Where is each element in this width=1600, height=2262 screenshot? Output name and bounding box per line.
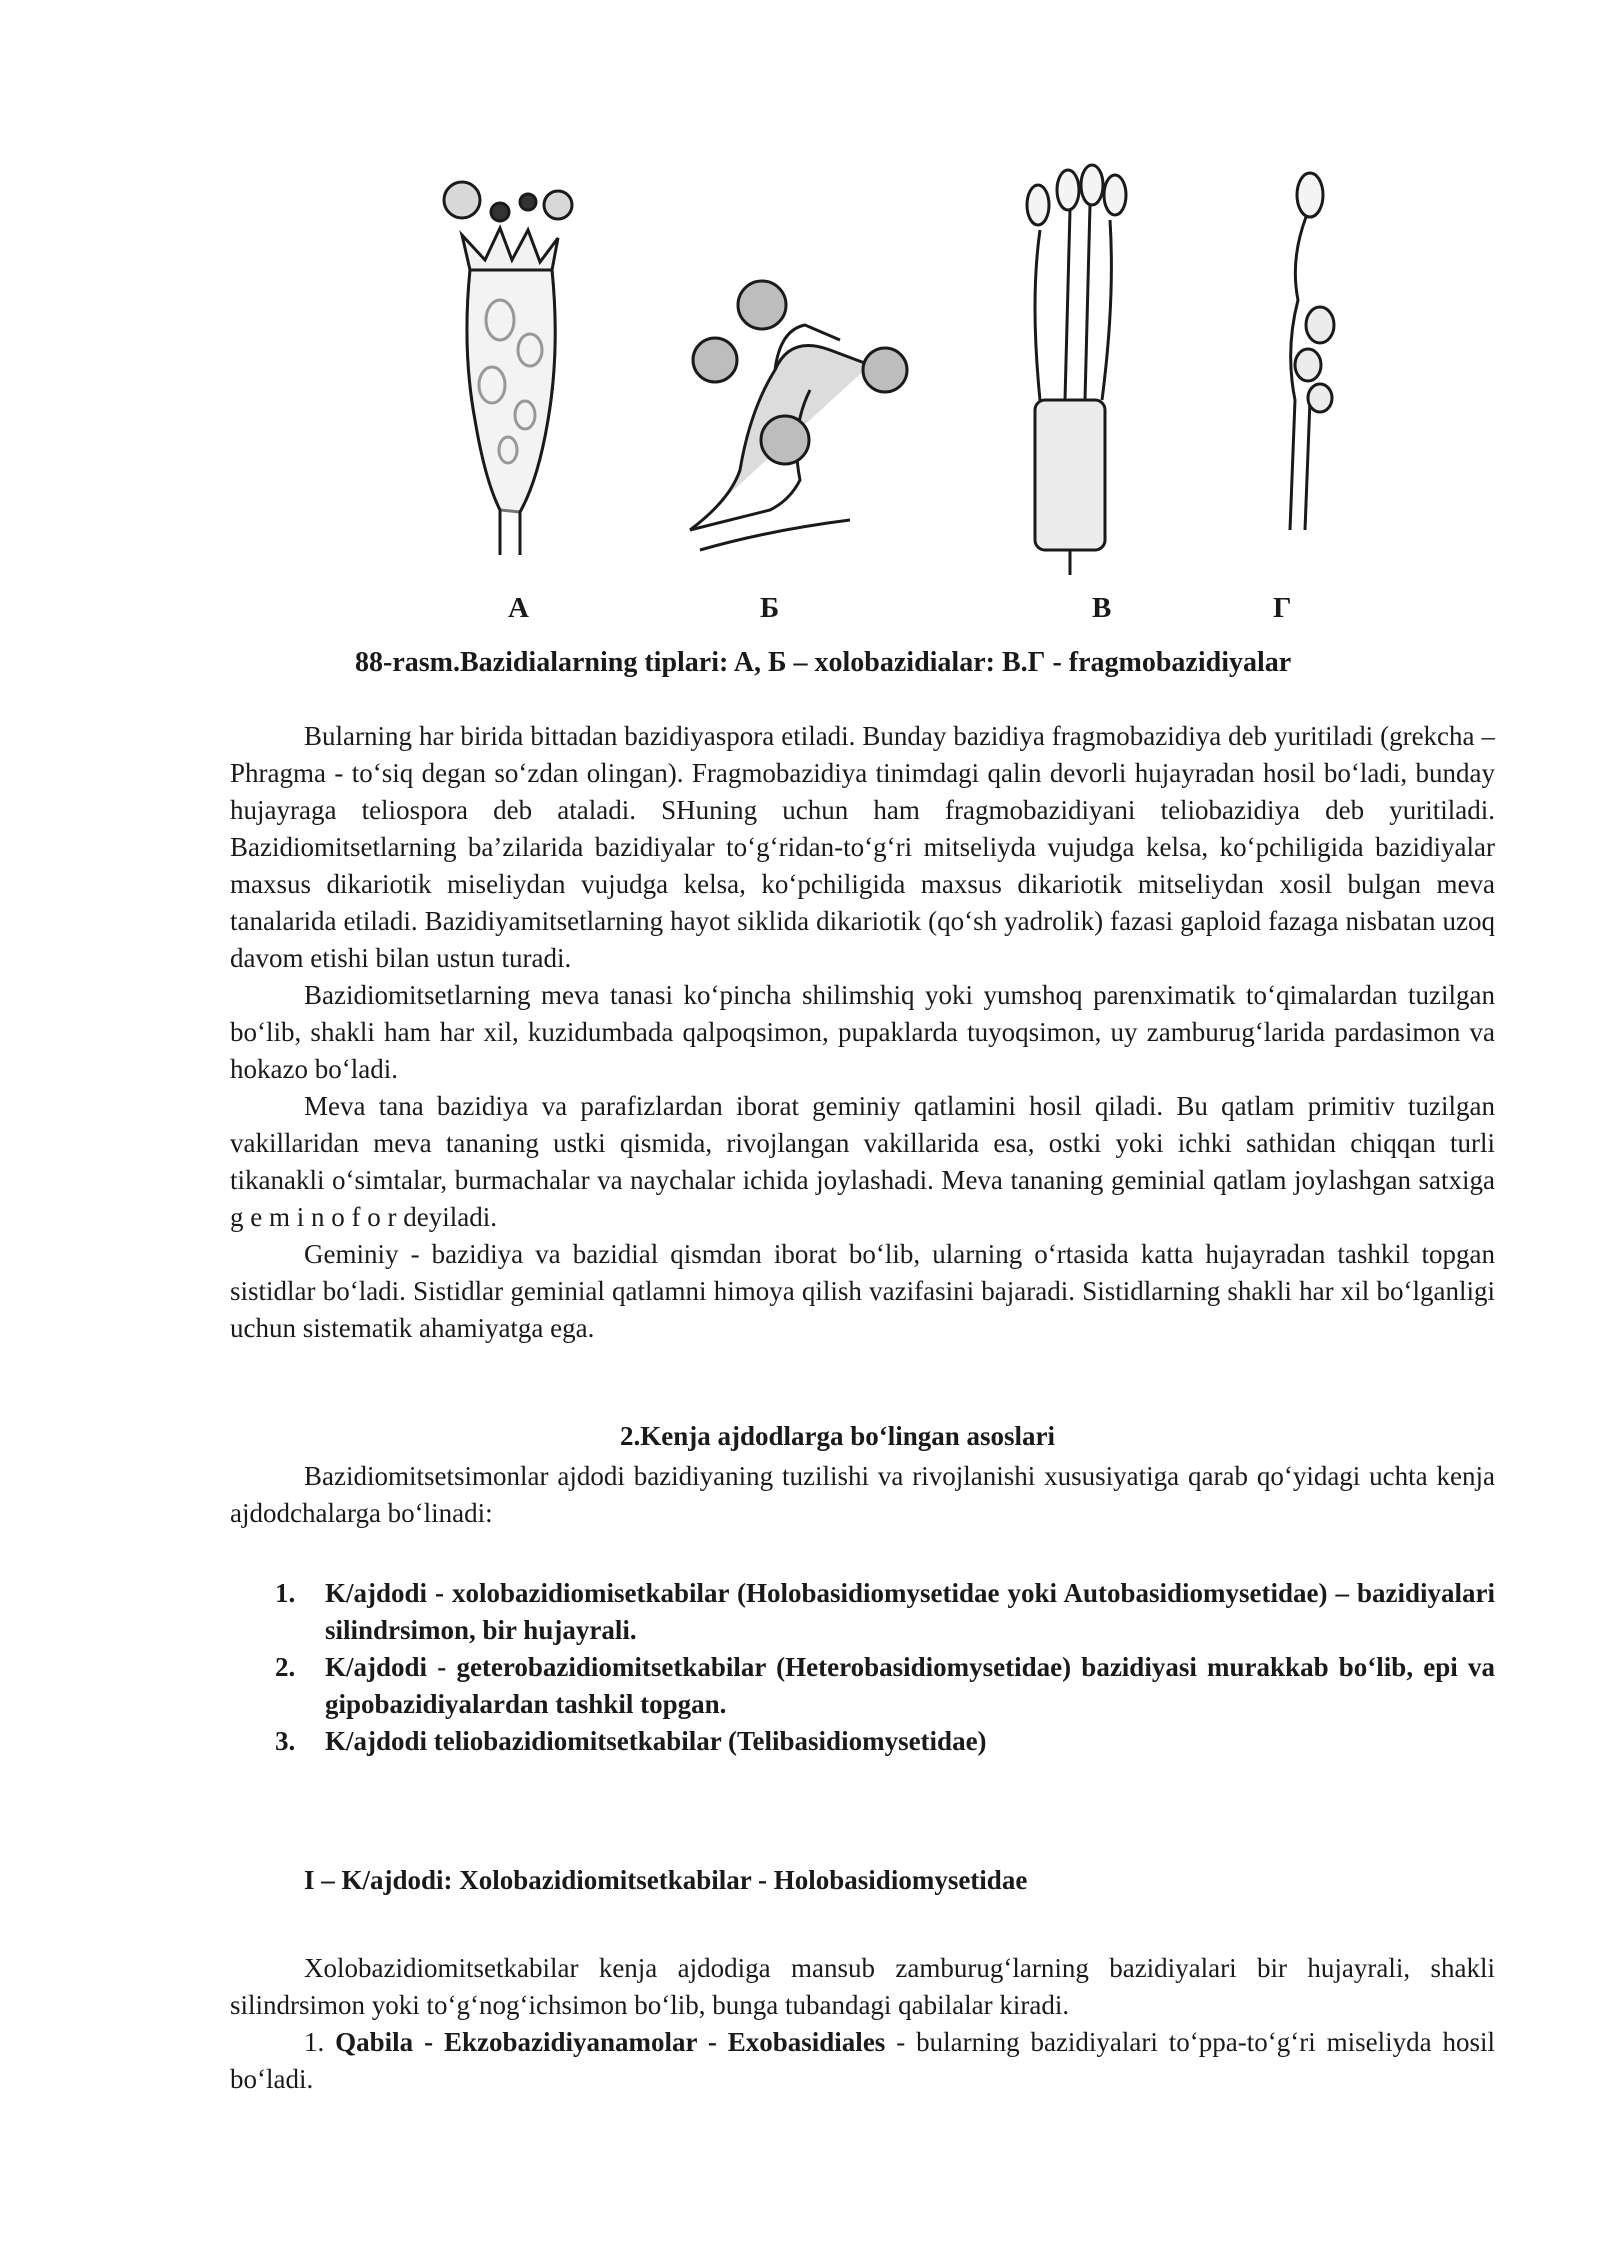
subclass-heading: I – K/ajdodi: Xolobazidiomitsetkabilar - Holobasidiomysetidae: [304, 1865, 1028, 1895]
figure-caption: 88-rasm.Bazidialarning tiplari: A, Б – xolobazidialar: B.Г - fragmobazidiyalar: [355, 647, 1292, 678]
figure-label-v: В: [1092, 592, 1112, 624]
basidium-v-drawing: [1027, 165, 1126, 575]
paragraph: Meva tana bazidiya va parafizlardan iborat geminiy qatlamini hosil qiladi. Bu qatlam primitiv tuzilgan vakillaridan meva tananing ustki qismida, rivojlangan vakillarida esa, ostki yoki ichki sathidan chiqqan turli tikanakli o‘simtalar, burmachalar va naychalar ichida joylashadi. Meva tananing geminial qatlam joylashgan satxiga g e m i n o f o r deyiladi.: [230, 1091, 1495, 1232]
figure-label-a: А: [508, 592, 529, 624]
list-text: K/ajdodi teliobazidiomitsetkabilar (Telibasidiomysetidae): [325, 1726, 987, 1756]
list-number: 3.: [275, 1726, 296, 1756]
figure-label-g: Г: [1273, 592, 1292, 624]
section-heading: 2.Kenja ajdodlarga bo‘lingan asoslari: [620, 1421, 1056, 1451]
list-text: K/ajdodi - geterobazidiomitsetkabilar (Heterobasidiomysetidae) bazidiyasi murakkab bo‘lib, epi va gipobazidiyalardan tashkil topgan.: [325, 1652, 1495, 1719]
paragraph: Geminiy - bazidiya va bazidial qismdan iborat bo‘lib, ularning o‘rtasida katta hujayradan tashkil topgan sistidlar bo‘ladi. Sistidlar geminial qatlamni himoya qilish vazifasini bajaradi. Sistidlarning shakli har xil bo‘lganligi uchun sistematik ahamiyatga ega.: [230, 1239, 1495, 1343]
list-item: [275, 1723, 1495, 1760]
figure-label-b: Б: [760, 592, 780, 624]
order-number: 1.: [304, 2027, 336, 2057]
list-item: [275, 1649, 1495, 1723]
subclass-description: [230, 1950, 1495, 2098]
paragraph: Bularning har birida bittadan bazidiyaspora etiladi. Bunday bazidiya fragmobazidiya deb yuritiladi (grekcha – Phragma - to‘siq degan so‘zdan olingan). Fragmobazidiya tinimdagi qalin devorli hujayradan hosil bo‘ladi, bunday hujayraga teliospora deb ataladi. SHuning uchun ham fragmobazidiyani teliobazidiya deb yuritiladi. Bazidiomitsetlarning ba’zilarida bazidiyalar to‘g‘ridan-to‘g‘ri mitseliyda vujudga kelsa, ko‘pchiligida bazidiyalar maxsus dikariotik miseliydan vujudga kelsa, ko‘pchiligida maxsus dikariotik mitseliydan xosil bulgan meva tanalarida etiladi. Bazidiyamitsetlarning hayot siklida dikariotik (qo‘sh yadrolik) fazasi gaploid fazaga nisbatan uzoq davom etishi bilan ustun turadi.: [230, 721, 1495, 973]
body-text: [230, 718, 1495, 1347]
order-name: Qabila - Ekzobazidiyanamolar - Exobasidiales: [335, 2027, 886, 2057]
section-intro: [230, 1458, 1495, 1532]
order-paragraph: [230, 2024, 1495, 2098]
paragraph: Bazidiomitsetsimonlar ajdodi bazidiyaning tuzilishi va rivojlanishi xususiyatiga qarab qo‘yidagi uchta kenja ajdodchalarga bo‘linadi:: [230, 1461, 1495, 1528]
basidium-g-drawing: [1290, 173, 1334, 530]
basidium-a-drawing: [444, 182, 572, 555]
paragraph: Xolobazidiomitsetkabilar kenja ajdodiga mansub zamburug‘larning bazidiyalari bir hujayrali, shakli silindrsimon yoki to‘g‘nog‘ichsimon bo‘lib, bunga tubandagi qabilalar kiradi.: [230, 1953, 1495, 2020]
list-item: [275, 1575, 1495, 1649]
list-text: K/ajdodi - xolobazidiomisetkabilar (Holobasidiomysetidae yoki Autobasidiomysetidae) – bazidiyalari silindrsimon, bir hujayrali.: [325, 1578, 1495, 1645]
order-description: - bularning bazidiyalari to‘ppa-to‘g‘ri miseliyda hosil bo‘ladi.: [230, 2027, 1496, 2094]
list-number: 2.: [275, 1652, 296, 1682]
paragraph: Bazidiomitsetlarning meva tanasi ko‘pincha shilimshiq yoki yumshoq parenximatik to‘qimalardan tuzilgan bo‘lib, shakli ham har xil, kuzidumbada qalpoqsimon, pupaklarda tuyoqsimon, uy zamburug‘larida pardasimon va hokazo bo‘ladi.: [230, 980, 1495, 1084]
basidia-figure: [230, 150, 1495, 630]
basidium-b-drawing: [690, 281, 907, 550]
basidia-illustration: [230, 150, 1495, 580]
list-number: 1.: [275, 1578, 296, 1608]
subclass-list: [275, 1575, 1495, 1760]
